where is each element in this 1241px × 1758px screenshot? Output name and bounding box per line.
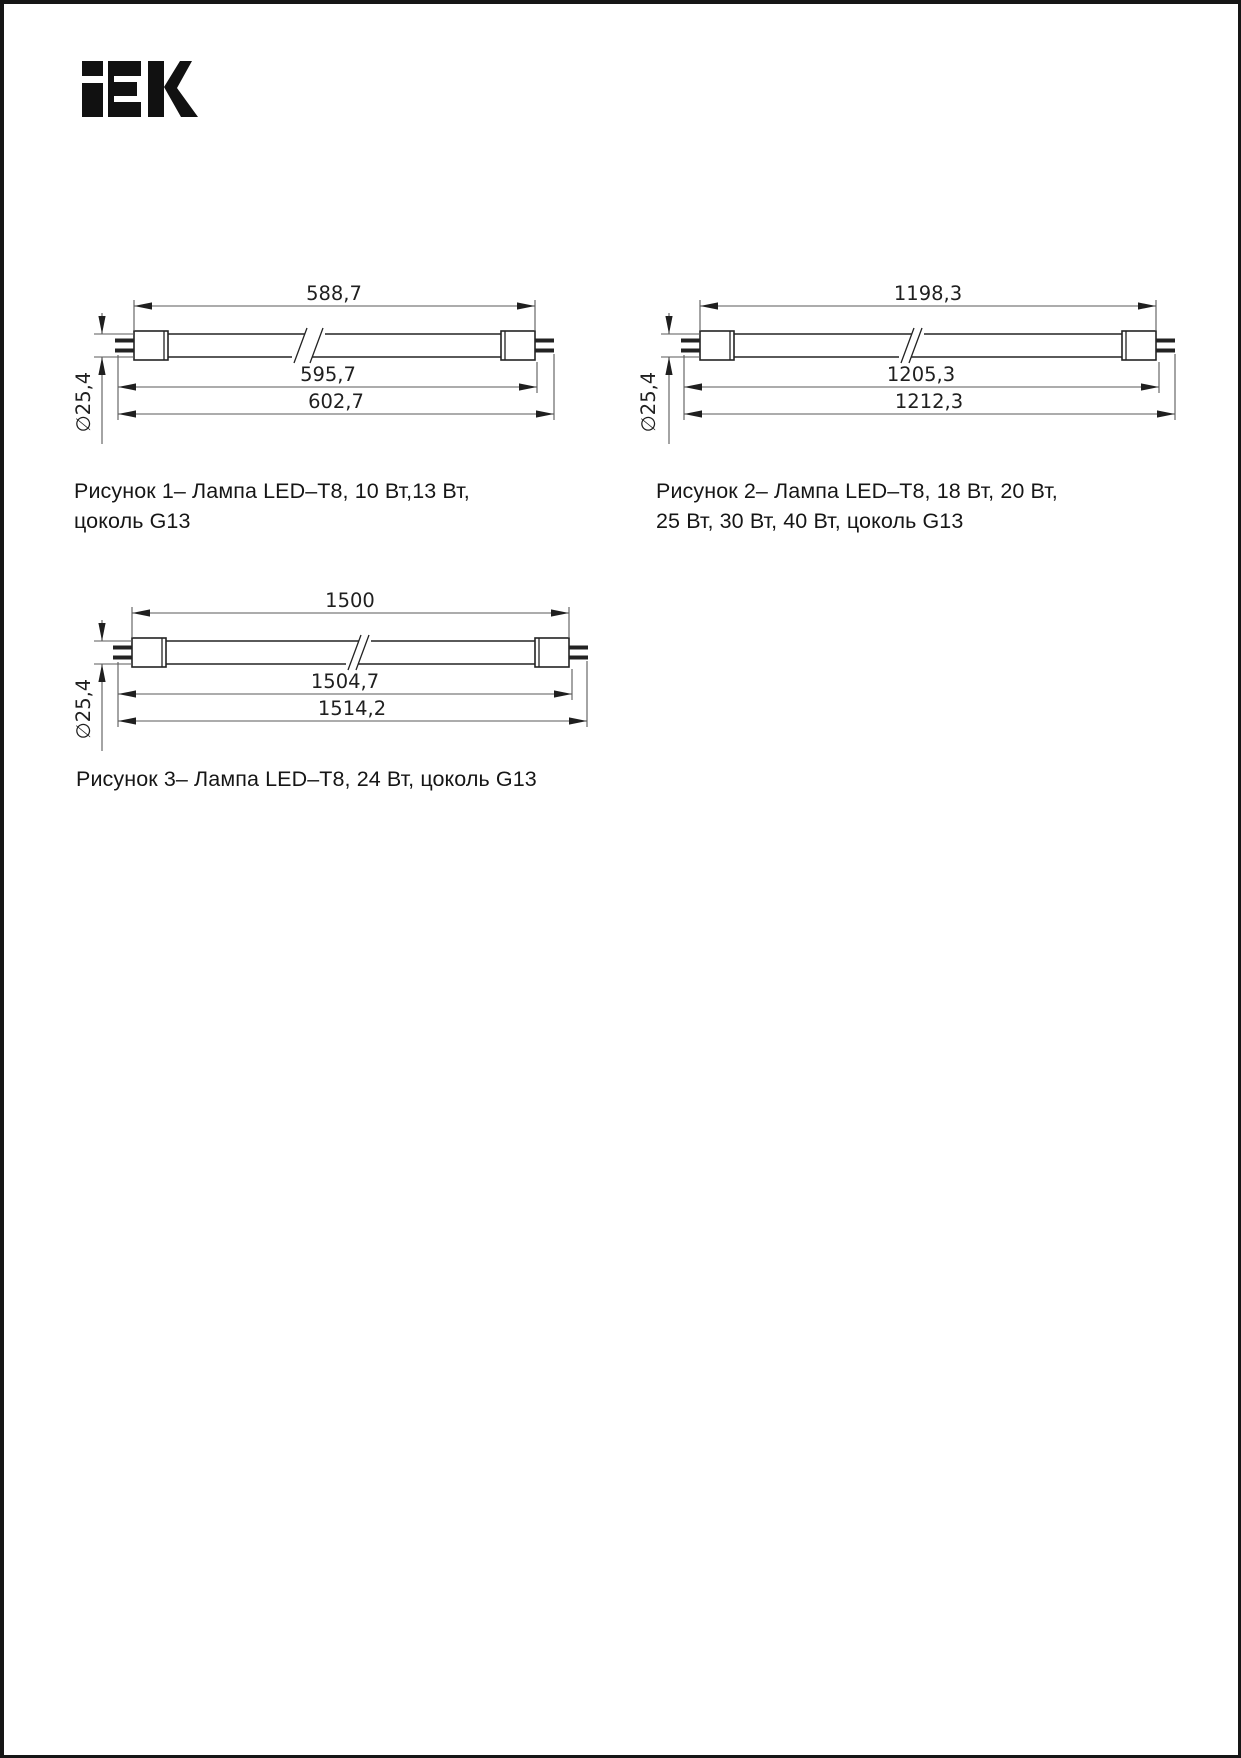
lamp-tube [166,641,535,664]
lamp-cap-left [132,638,166,667]
lamp-cap-left [134,331,168,360]
figure-2-caption-line1: Рисунок 2– Лампа LED–T8, 18 Вт, 20 Вт, [656,479,1058,503]
lamp-pins [113,646,588,660]
dim-label-top: 1198,3 [893,282,963,305]
lamp-pins [681,339,1175,353]
figure-2-caption-line2: 25 Вт, 30 Вт, 40 Вт, цоколь G13 [656,509,964,533]
dimension-top [700,282,1156,331]
dim-label-bottom: 1212,3 [894,390,964,413]
dimension-top [132,589,569,638]
dim-label-bottom: 602,7 [308,390,364,413]
figure-1-caption-line2: цоколь G13 [74,509,191,533]
figure-3-caption-line1: Рисунок 3– Лампа LED–T8, 24 Вт, цоколь G13 [76,767,537,791]
lamp-cap-right [535,638,569,667]
figure-1-caption [74,476,544,536]
figure-2-caption [656,476,1136,536]
figure-3-caption [76,764,636,794]
lamp-2 [681,328,1175,363]
iek-logo [82,61,198,117]
dim-label-middle: 1504,7 [310,670,380,693]
figure-3-drawing [64,576,624,761]
dim-label-diameter: ∅25,4 [637,371,660,433]
logo-i-dot [82,61,103,76]
lamp-3 [113,635,588,670]
figure-1-caption-line1: Рисунок 1– Лампа LED–T8, 10 Вт,13 Вт, [74,479,470,503]
dimension-diameter [72,620,132,751]
logo-e [108,61,141,117]
dim-label-top: 588,7 [306,282,362,305]
figure-2-drawing [589,269,1209,454]
lamp-1 [115,328,554,363]
dim-label-top: 1500 [325,589,375,612]
lamp-cap-right [1122,331,1156,360]
dim-label-middle: 595,7 [300,363,356,386]
dimension-top [134,282,535,331]
logo-k [148,61,198,117]
dim-label-diameter: ∅25,4 [72,678,95,740]
figure-1-drawing [64,269,584,454]
lamp-tube [168,334,501,357]
iek-logo-glyphs [82,61,198,117]
dim-label-bottom: 1514,2 [317,697,387,720]
lamp-tube [734,334,1122,357]
logo-i-stem [82,83,103,117]
dim-label-diameter: ∅25,4 [72,371,95,433]
lamp-pins [115,339,554,353]
dimension-diameter [637,313,700,444]
dim-label-middle: 1205,3 [886,363,956,386]
lamp-cap-left [700,331,734,360]
lamp-cap-right [501,331,535,360]
dimension-diameter [72,313,134,444]
